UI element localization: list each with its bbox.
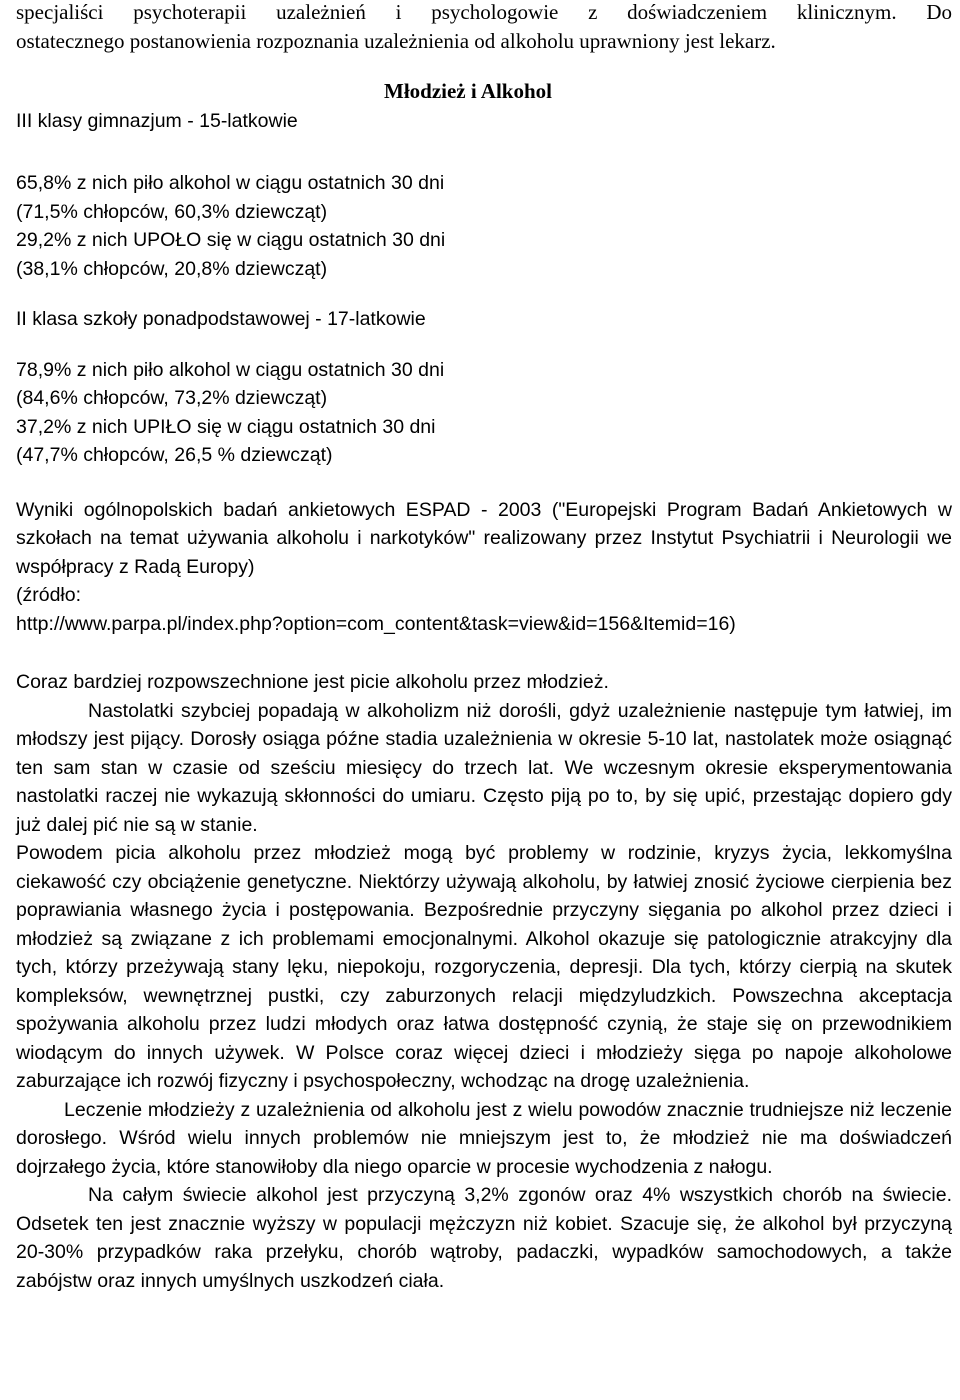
stat-line: (84,6% chłopców, 73,2% dziewcząt) — [16, 387, 328, 409]
intro-line-2: ostatecznego postanowienia rozpoznania uzależnienia od alkoholu uprawniony jest lekarz. — [16, 28, 776, 53]
source-text: Wyniki ogólnopolskich badań ankietowych ESPAD - 2003 ("Europejski Program Badań Ankietowych w szkołach na temat używania alkoholu i narkotyków" realizowany przez Instytut Psychiatrii i Neurologii we współpracy z Radą Europy) — [16, 498, 952, 578]
article-body — [16, 668, 952, 1295]
paragraph-4: Na całym świecie alkohol jest przyczyną 3,2% zgonów oraz 4% wszystkich chorób na świecie. Odsetek ten jest znacznie wyższy w populacji mężczyzn niż kobiet. Szacuje się, że alkohol był przyczyną 20-30% przypadków raka przełyku, chorób wątroby, padaczki, wypadków samochodowych, a także zabójstw oraz innych umyślnych uszkodzeń ciała. — [16, 1184, 952, 1292]
paragraph-1: Nastolatki szybciej popadają w alkoholizm niż dorośli, gdyż uzależnienie następuje tym łatwiej, im młodszy jest pijący. Dorosły osiąga późne stadia uzależnienia w okresie 5-10 lat, nastolatek może osiągnąć ten sam stan w czasie od sześciu miesięcy do trzech lat. We wczesnym okresie eksperymentowania nastolatki raczej nie wykazują skłonności do umiaru. Często piją po to, by się upić, przestając dopiero gdy już dalej pić nie są w stanie. — [16, 699, 952, 836]
stat-line: (47,7% chłopców, 26,5 % dziewcząt) — [16, 444, 333, 466]
stat-line: (71,5% chłopców, 60,3% dziewcząt) — [16, 200, 328, 223]
paragraph-2: Powodem picia alkoholu przez młodzież mogą być problemy w rodzinie, kryzys życia, lekkomyślna ciekawość czy obciążenie genetyczne. Niektórzy używają alkoholu, by łatwiej znosić życiowe cierpienia bez poprawiania własnego życia i postępowania. Bezpośrednie przyczyny sięgania po alkohol przez dzieci i młodzież są związane z ich problemami emocjonalnymi. Alkohol okazuje się patologicznie atrakcyjny dla tych, którzy przeżywają stany lęku, niepokoju, rozgoryczenia, depresji. Dla tych, którzy cierpią na skutek kompleksów, wewnętrznej pustki, czy zaburzonych relacji międzyludzkich. Powszechna akceptacja spożywania alkoholu przez ludzi młodych oraz łatwa dostępność czynią, że staje się on przewodnikiem wiodącym do innych używek. W Polsce coraz więcej dzieci i młodzieży sięga po napoje alkoholowe zaburzające ich rozwój fizyczny i psychospołeczny, wchodząc na drogę uzależnienia. — [16, 842, 952, 1092]
document-page — [16, 0, 952, 1295]
section-header — [16, 77, 952, 147]
stat-line: 78,9% z nich piło alkohol w ciągu ostatnich 30 dni — [16, 358, 445, 381]
source-url: http://www.parpa.pl/index.php?option=com_content&task=view&id=156&Itemid=16) — [16, 612, 736, 635]
paragraph-3: Leczenie młodzieży z uzależnienia od alkoholu jest z wielu powodów znacznie trudniejsze niż leczenie dorosłego. Wśród wielu innych problemów nie mniejszym jest to, że młodzież nie ma doświadczeń dojrzałego życia, które stanowiłoby dla niego oparcie w procesie wychodzenia z nałogu. — [16, 1098, 952, 1178]
group1-stats — [16, 169, 952, 283]
intro-line-1: specjaliści psychoterapii uzależnień i psychologowie z doświadczeniem klinicznym. Do — [16, 0, 952, 24]
group1-label: III klasy gimnazjum - 15-latkowie — [16, 110, 298, 132]
stat-line: (38,1% chłopców, 20,8% dziewcząt) — [16, 257, 328, 280]
source-block — [16, 496, 952, 639]
stat-line: 37,2% z nich UPIŁO się w ciągu ostatnich 30 dni — [16, 415, 436, 438]
group2-stats — [16, 356, 952, 470]
stat-line: 65,8% z nich piło alkohol w ciągu ostatnich 30 dni — [16, 172, 445, 194]
group2-label: II klasa szkoły ponadpodstawowej - 17-latkowie — [16, 308, 426, 330]
stat-line: 29,2% z nich UPOŁO się w ciągu ostatnich 30 dni — [16, 229, 446, 251]
section-title: Młodzież i Alkohol — [384, 79, 552, 103]
lead-paragraph: Coraz bardziej rozpowszechnione jest picie alkoholu przez młodzież. — [16, 671, 609, 693]
source-label: (źródło: — [16, 584, 82, 606]
